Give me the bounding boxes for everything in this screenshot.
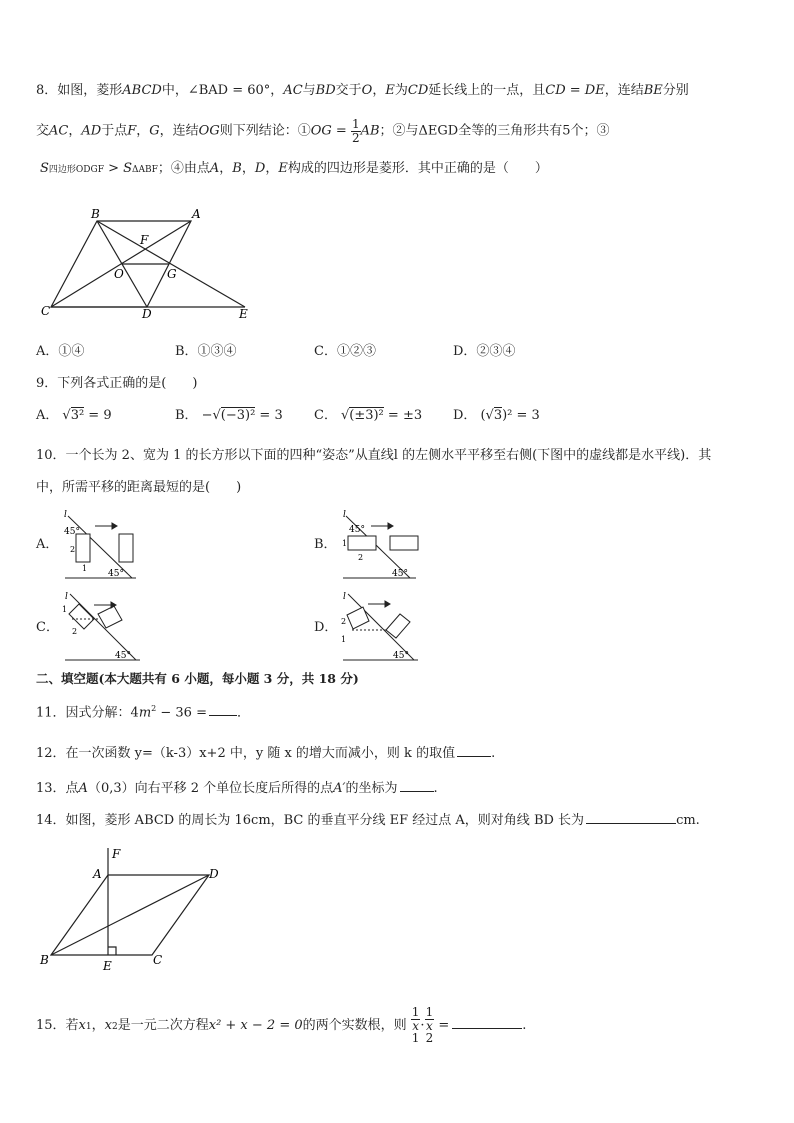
fig10a-label-1: 1 bbox=[82, 564, 88, 573]
q10-line-1: 10．一个长为 2、宽为 1 的长方形以下面的四种“姿态”从直线l 的左侧水平平移至右侧(下图中的虚线都是水平线)．其 bbox=[36, 448, 712, 463]
q12-answer-blank[interactable] bbox=[457, 746, 491, 757]
fig10b-angle-bottom: 45° bbox=[392, 569, 408, 579]
q14-rhombus-figure bbox=[36, 840, 236, 975]
q15: 15．若x1，x2是一元二次方程x² + x − 2 = 0的两个实数根，则 1 x 1 · 1 x 2 = . bbox=[36, 1005, 527, 1046]
q14: 14．如图，菱形 ABCD 的周长为 16cm，BC 的垂直平分线 EF 经过点 A，则对角线 BD 长为 cm. bbox=[36, 813, 700, 828]
q10-option-d-label[interactable]: D． bbox=[314, 620, 338, 635]
fraction-1-over-x1: 1 x 1 bbox=[411, 1005, 420, 1046]
fig10a-angle-bottom: 45° bbox=[108, 569, 124, 579]
fig14-label-c: C bbox=[153, 953, 163, 967]
fraction-1-over-x2: 1 x 2 bbox=[425, 1005, 434, 1046]
q10-option-b-figure bbox=[338, 508, 423, 584]
q13-answer-blank[interactable] bbox=[400, 781, 434, 792]
q10-line-2: 中，所需平移的距离最短的是( ) bbox=[36, 480, 242, 495]
q9-option-a[interactable]: A． √3² = 9 bbox=[36, 408, 112, 423]
q10-option-b-label[interactable]: B． bbox=[314, 537, 337, 552]
fig10d-label-2: 2 bbox=[341, 617, 347, 626]
q8-line-3: S四边形ODGF > SΔABF；④由点A，B，D，E构成的四边形是菱形．其中正确的是（ ） bbox=[40, 161, 548, 176]
fig8-label-f: F bbox=[140, 233, 149, 247]
fig10b-label-1: 1 bbox=[342, 539, 348, 548]
fig14-label-b: B bbox=[40, 953, 49, 967]
fig10c-label-2: 2 bbox=[72, 627, 78, 636]
q9-stem: 9．下列各式正确的是( ) bbox=[36, 376, 198, 391]
q10-option-c-figure bbox=[60, 590, 145, 666]
q8-option-d[interactable]: D．②③④ bbox=[453, 344, 516, 359]
fig8-label-a: A bbox=[192, 207, 201, 221]
q8-option-b[interactable]: B．①③④ bbox=[175, 344, 237, 359]
q8-option-a[interactable]: A．①④ bbox=[36, 344, 85, 359]
fig8-label-d: D bbox=[142, 307, 152, 321]
q8-line-2: 交AC，AD于点F，G，连结OG则下列结论：①OG = $\frac{1}{2}$ AB；②与ΔEGD全等的三角形共有5个；③ bbox=[36, 117, 610, 145]
q8-option-c[interactable]: C．①②③ bbox=[314, 344, 376, 359]
q8-line-1: 8．如图，菱形ABCD中，∠BAD = 60°，AC与BD交于O，E为CD延长线上的一点，且CD = DE，连结BE分别 bbox=[36, 83, 689, 98]
q9-option-c[interactable]: C． √(±3)² = ±3 bbox=[314, 408, 423, 423]
fig10c-angle-bottom: 45° bbox=[115, 651, 131, 661]
q15-answer-blank[interactable] bbox=[452, 1018, 522, 1029]
q10-option-a-label[interactable]: A． bbox=[36, 537, 59, 552]
fig8-label-o: O bbox=[114, 267, 124, 281]
fig10d-label-l: l bbox=[343, 592, 346, 602]
fig14-label-d: D bbox=[209, 867, 219, 881]
fig10b-label-2: 2 bbox=[358, 553, 364, 562]
fig10b-angle-top: 45° bbox=[349, 525, 365, 535]
fig10d-label-1: 1 bbox=[341, 635, 347, 644]
q13: 13．点A（0,3）向右平移 2 个单位长度后所得的点A′的坐标为 . bbox=[36, 781, 438, 796]
fig10c-label-l: l bbox=[65, 592, 68, 602]
fig10a-label-l: l bbox=[64, 510, 67, 520]
fig10d-angle-bottom: 45° bbox=[393, 651, 409, 661]
q11: 11．因式分解：$4m^2 - 36$ = ． bbox=[36, 704, 250, 721]
fig8-label-c: C bbox=[41, 304, 51, 318]
diagonal-bd bbox=[51, 875, 209, 955]
q11-answer-blank[interactable] bbox=[209, 705, 237, 716]
fig14-label-f: F bbox=[112, 847, 121, 861]
q10-option-c-label[interactable]: C． bbox=[36, 620, 59, 635]
fraction-one-half: $\frac{1}{2}$ bbox=[351, 117, 360, 145]
fig14-label-a: A bbox=[93, 867, 102, 881]
right-angle-mark bbox=[108, 947, 116, 955]
q9-option-b[interactable]: B． −√(−3)² = 3 bbox=[175, 408, 283, 423]
fig8-label-e: E bbox=[239, 307, 248, 321]
fig8-label-b: B bbox=[91, 207, 100, 221]
q10-option-a-figure bbox=[60, 508, 145, 584]
q8-rhombus-figure bbox=[30, 200, 270, 325]
section-2-heading: 二、填空题(本大题共有 6 小题，每小题 3 分，共 18 分) bbox=[36, 671, 359, 686]
fig10a-angle-top: 45° bbox=[64, 527, 80, 537]
q10-option-d-figure bbox=[338, 590, 423, 666]
q12: 12．在一次函数 y=（k-3）x+2 中，y 随 x 的增大而减小，则 k 的取值 . bbox=[36, 746, 496, 761]
fig10a-label-2: 2 bbox=[70, 545, 76, 554]
q14-answer-blank[interactable] bbox=[586, 813, 676, 824]
fig10b-label-l: l bbox=[343, 510, 346, 520]
fig10c-label-1: 1 bbox=[62, 605, 68, 614]
q9-option-d[interactable]: D． (√3)² = 3 bbox=[453, 408, 540, 423]
fig14-label-e: E bbox=[103, 959, 112, 973]
fig8-label-g: G bbox=[167, 267, 177, 281]
